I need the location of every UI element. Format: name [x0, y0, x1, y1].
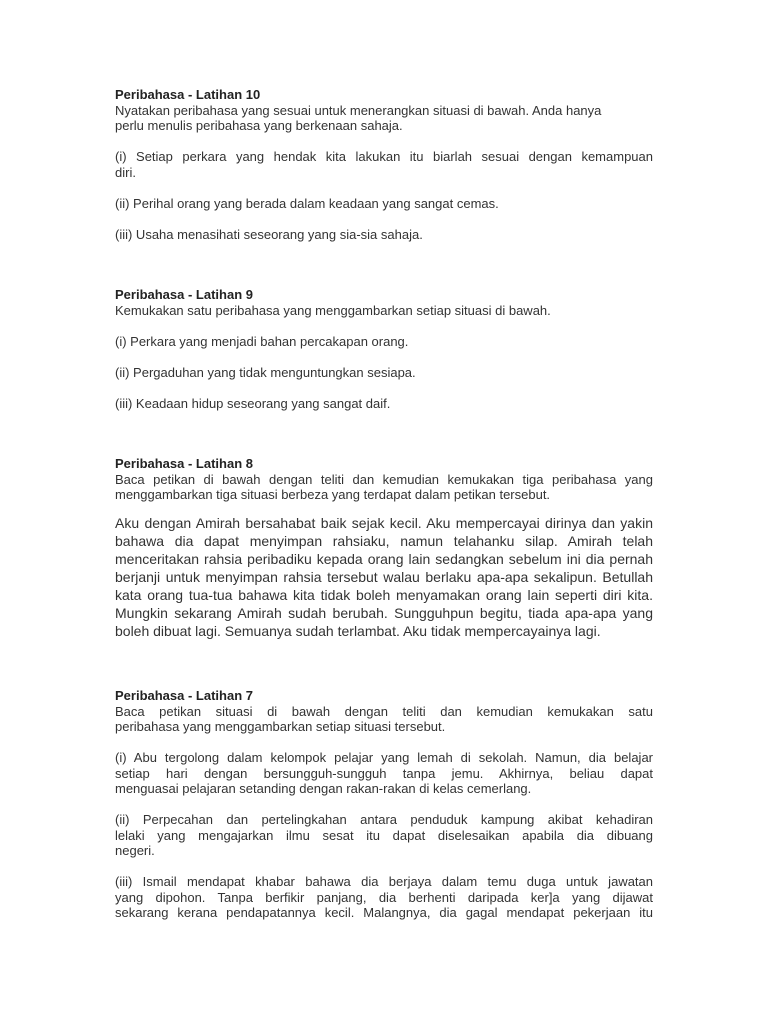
text-line: negeri. [115, 843, 155, 858]
text-line: menguasai pelajaran setanding dengan rakan-rakan di kelas cemerlang. [115, 781, 532, 796]
section-heading: Peribahasa - Latihan 7 [115, 688, 253, 703]
section-heading: Peribahasa - Latihan 9 [115, 287, 253, 302]
section-latihan-8 [115, 456, 653, 503]
passage-paragraph [115, 514, 653, 640]
passage [115, 514, 653, 653]
list-item [115, 149, 653, 180]
text-line: yang dipohon. Tanpa berfikir panjang, dia berhenti daripada ker]a yang dijawat [115, 889, 653, 905]
list-item [115, 750, 653, 797]
text-line: Baca petikan di bawah dengan teliti dan kemudian kemukakan tiga peribahasa yang [115, 471, 653, 487]
list-item [115, 196, 653, 212]
list-item [115, 365, 653, 381]
section-intro [115, 472, 653, 503]
text-line: berjanji untuk menyimpan rahsia tersebut walau berlaku apa-apa sekalipun. Betullah [115, 569, 653, 585]
text-line: Mungkin sekarang Amirah sudah berubah. Sungguhpun begitu, tiada apa-apa yang [115, 605, 653, 621]
section-heading: Peribahasa - Latihan 8 [115, 456, 253, 471]
text-line: (ii) Perpecahan dan pertelingkahan antara penduduk kampung akibat kehadiran [115, 812, 653, 827]
section-heading: Peribahasa - Latihan 10 [115, 87, 261, 102]
text-line: (i) Abu tergolong dalam kelompok pelajar yang lemah di sekolah. Namun, dia belajar [115, 750, 653, 765]
text-line: boleh dibuat lagi. Semuanya sudah terlambat. Aku tidak mempercayainya lagi. [115, 623, 601, 639]
text-line: peribahasa yang menggambarkan setiap situasi tersebut. [115, 719, 446, 734]
text-line: bahawa dia dapat menyimpan rahsiaku, namun telahanku silap. Amirah telah [115, 533, 653, 549]
section-intro [115, 103, 653, 134]
list-item [115, 812, 653, 859]
text-line: Kemukakan satu peribahasa yang menggambarkan setiap situasi di bawah. [115, 302, 551, 318]
text-line: (ii) Pergaduhan yang tidak menguntungkan sesiapa. [115, 364, 416, 380]
text-line: Aku dengan Amirah bersahabat baik sejak kecil. Aku mempercayai dirinya dan yakin [115, 515, 653, 531]
text-line: sekarang kerana pendapatannya kecil. Malangnya, dia gagal mendapat pekerjaan itu [115, 905, 653, 920]
text-line: diri. [115, 164, 136, 180]
text-line: (iii) Usaha menasihati seseorang yang sia-sia sahaja. [115, 226, 423, 242]
section-intro [115, 704, 653, 735]
text-line: menceritakan rahsia peribadiku kepada orang lain sedangkan sebelum ini dia pernah [115, 551, 653, 567]
text-line: Baca petikan situasi di bawah dengan teliti dan kemudian kemukakan satu [115, 703, 653, 719]
text-line: Nyatakan peribahasa yang sesuai untuk menerangkan situasi di bawah. Anda hanya [115, 102, 602, 118]
section-latihan-7 [115, 688, 653, 921]
text-line: menggambarkan tiga situasi berbeza yang terdapat dalam petikan tersebut. [115, 487, 551, 502]
text-line: (i) Setiap perkara yang hendak kita lakukan itu biarlah sesuai dengan kemampuan [115, 149, 653, 164]
text-line: (iii) Ismail mendapat khabar bahawa dia berjaya dalam temu duga untuk jawatan [115, 874, 653, 889]
text-line: kata orang tua-tua bahawa kita tidak boleh menyamakan orang lain seperti diri kita. [115, 587, 653, 603]
text-line: (i) Perkara yang menjadi bahan percakapan orang. [115, 333, 409, 349]
text-line: (ii) Perihal orang yang berada dalam keadaan yang sangat cemas. [115, 195, 499, 211]
text-line: lelaki yang mengajarkan ilmu sesat itu dapat diselesaikan apabila dia dibuang [115, 827, 653, 843]
list-item [115, 874, 653, 921]
text-line: perlu menulis peribahasa yang berkenaan sahaja. [115, 118, 403, 133]
section-latihan-10 [115, 87, 653, 242]
section-intro [115, 303, 653, 319]
list-item [115, 334, 653, 350]
list-item [115, 227, 653, 243]
text-line: (iii) Keadaan hidup seseorang yang sangat daif. [115, 395, 391, 411]
list-item [115, 396, 653, 412]
text-line: setiap hari dengan bersungguh-sungguh tanpa jemu. Akhirnya, beliau dapat [115, 765, 653, 781]
section-latihan-9 [115, 287, 653, 411]
